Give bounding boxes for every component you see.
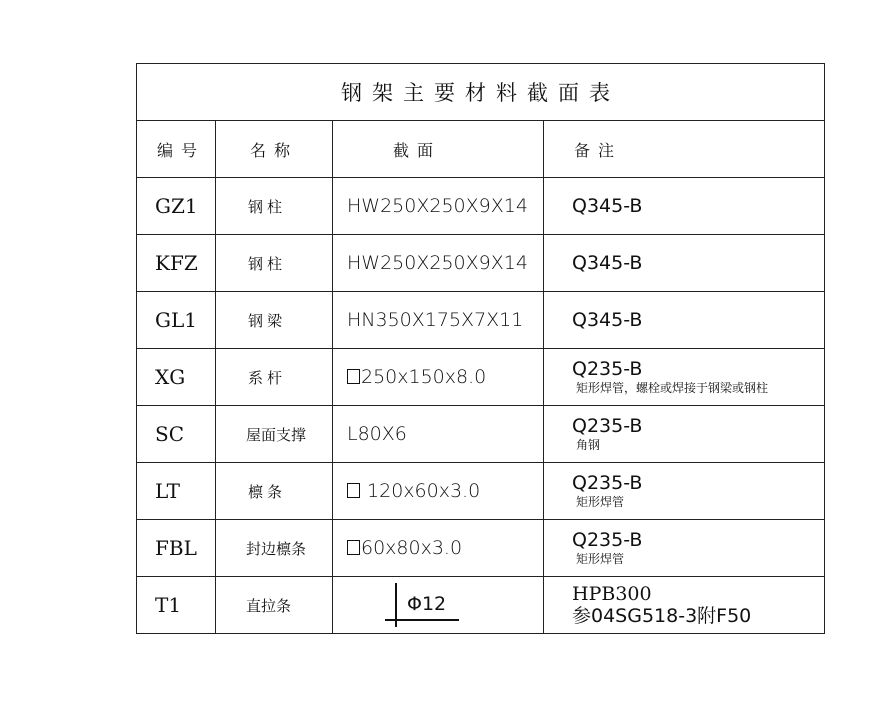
row-note [544,463,825,520]
header-note: 备注 [544,121,825,178]
table-row [137,577,825,634]
rect-tube-icon [347,540,360,555]
row-note [544,577,825,634]
table-row [137,406,825,463]
row-name: 屋面支撑 [216,406,333,463]
row-name: 直拉条 [216,577,333,634]
row-code: KFZ [137,235,216,292]
row-note-grade: Q345-B [572,252,643,274]
row-note [544,292,825,349]
table-row [137,178,825,235]
rebar-horizontal-line [385,619,459,621]
row-note-sub: 矩形焊管 [576,495,625,509]
row-code: GZ1 [137,178,216,235]
row-section: L80X6 [333,406,544,463]
row-code: SC [137,406,216,463]
row-note [544,235,825,292]
row-section-size: Φ12 [407,593,447,615]
row-code: T1 [137,577,216,634]
row-note [544,520,825,577]
row-section: HW250X250X9X14 [333,235,544,292]
table-row [137,292,825,349]
row-section [333,463,544,520]
header-code: 编号 [137,121,216,178]
rebar-symbol [333,577,543,633]
row-section: HN350X175X7X11 [333,292,544,349]
row-section: HW250X250X9X14 [333,178,544,235]
row-note-sub: 角钢 [576,438,601,452]
row-note [544,178,825,235]
row-name: 钢柱 [216,235,333,292]
table-title: 钢架主要材料截面表 [137,64,825,121]
table-row [137,349,825,406]
row-note-grade: HPB300 [572,583,652,605]
rect-tube-icon [347,369,360,384]
row-name: 檩条 [216,463,333,520]
table [136,63,825,634]
row-name: 钢柱 [216,178,333,235]
row-code: FBL [137,520,216,577]
row-note-sub: 矩形焊管，螺栓或焊接于钢梁或钢柱 [576,381,769,395]
row-section [333,577,544,634]
row-note-grade: Q235-B [572,415,643,437]
row-note-grade: Q345-B [572,309,643,331]
row-section-size: 250x150x8.0 [361,366,487,388]
table-row [137,463,825,520]
row-section-size: 120x60x3.0 [361,480,481,502]
row-note-grade: Q235-B [572,472,643,494]
row-note [544,406,825,463]
row-code: GL1 [137,292,216,349]
row-note-sub: 参04SG518-3附F50 [572,605,752,627]
row-code: LT [137,463,216,520]
row-section [333,349,544,406]
table-row [137,520,825,577]
header-name: 名称 [216,121,333,178]
row-name: 封边檩条 [216,520,333,577]
row-note-grade: Q235-B [572,529,643,551]
material-section-table [136,63,824,625]
row-section [333,520,544,577]
row-name: 钢梁 [216,292,333,349]
row-note-sub: 矩形焊管 [576,552,625,566]
header-section: 截面 [333,121,544,178]
row-name: 系杆 [216,349,333,406]
row-note [544,349,825,406]
row-code: XG [137,349,216,406]
row-note-grade: Q235-B [572,358,643,380]
row-section-size: 60x80x3.0 [361,537,463,559]
rect-tube-icon [347,483,360,498]
row-note-grade: Q345-B [572,195,643,217]
table-row [137,235,825,292]
header-row [137,121,825,178]
